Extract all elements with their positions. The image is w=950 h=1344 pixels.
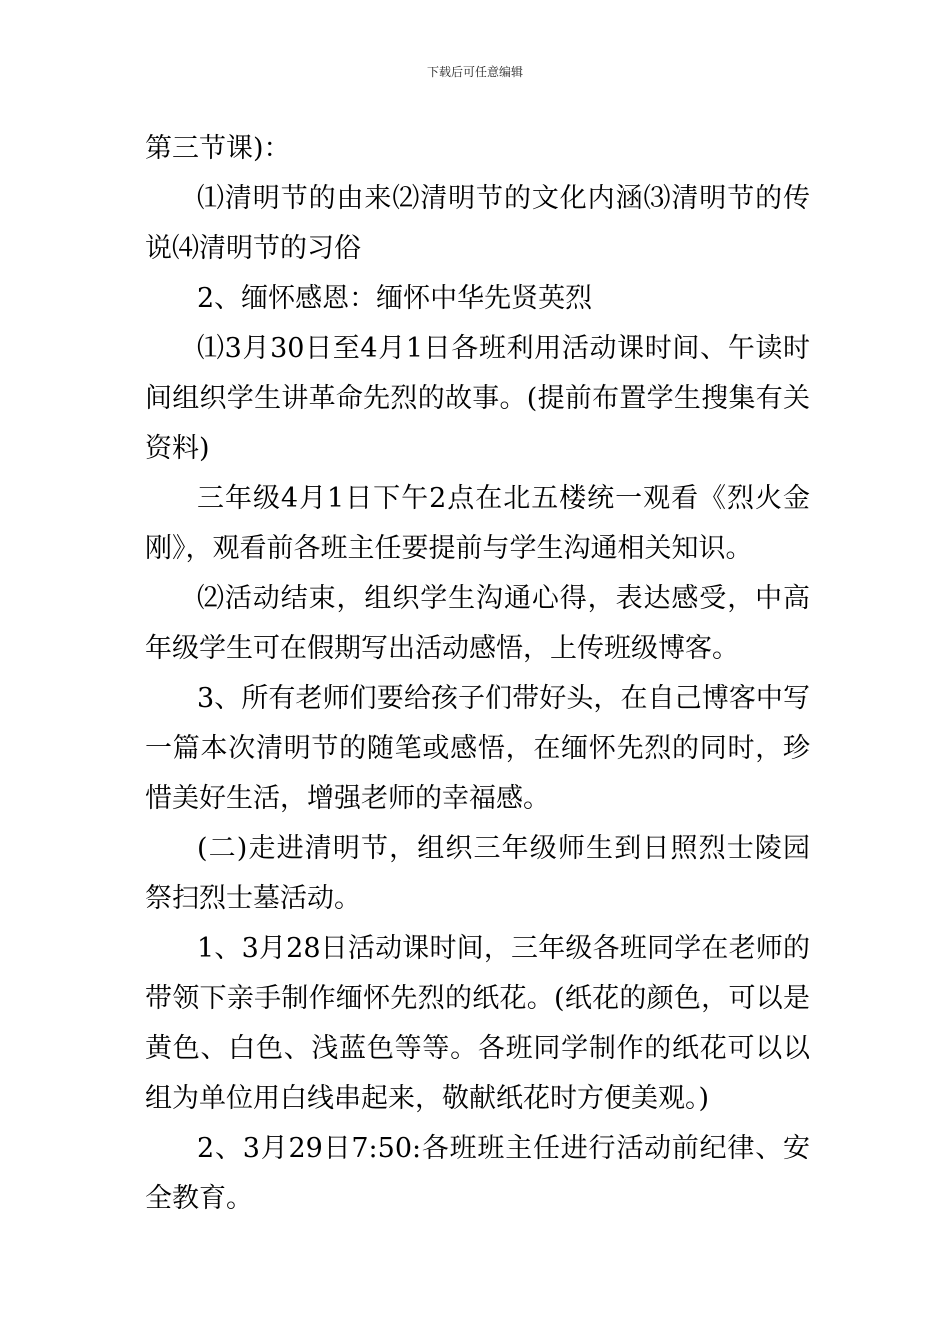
paragraph-item-3-teachers: 3、所有老师们要给孩子们带好头，在自己博客中写一篇本次清明节的随笔或感悟，在缅怀先烈的同时，珍惜美好生活，增强老师的幸福感。: [145, 683, 810, 814]
paragraph-paper-flowers: 1、3月28日活动课时间，三年级各班同学在老师的带领下亲手制作缅怀先烈的纸花。(纸花的颜色，可以是黄色、白色、浅蓝色等等。各班同学制作的纸花可以以组为单位用白线串起来，敬献纸花时方便美观。): [145, 933, 810, 1114]
paragraph-item-2-commemorate: 2、缅怀感恩：缅怀中华先贤英烈: [197, 283, 593, 314]
paragraph-reflection: ⑵活动结束，组织学生沟通心得，表达感受，中高年级学生可在假期写出活动感悟，上传班级博客。: [145, 583, 810, 664]
page-header: 下载后可任意编辑: [426, 65, 523, 79]
paragraph-stories: ⑴3月30日至4月1日各班利用活动课时间、午读时间组织学生讲革命先烈的故事。(提前布置学生搜集有关资料): [145, 333, 810, 464]
paragraph-safety-education: 2、3月29日7:50:各班班主任进行活动前纪律、安全教育。: [145, 1133, 810, 1214]
paragraph-topics: ⑴清明节的由来⑵清明节的文化内涵⑶清明节的传说⑷清明节的习俗: [145, 183, 810, 264]
paragraph-movie: 三年级4月1日下午2点在北五楼统一观看《烈火金刚》，观看前各班主任要提前与学生沟通相关知识。: [145, 483, 810, 564]
paragraph-section-two: (二)走进清明节，组织三年级师生到日照烈士陵园祭扫烈士墓活动。: [145, 833, 810, 914]
paragraph-lesson-note: 第三节课)：: [145, 133, 291, 164]
document-body: [145, 124, 810, 1224]
